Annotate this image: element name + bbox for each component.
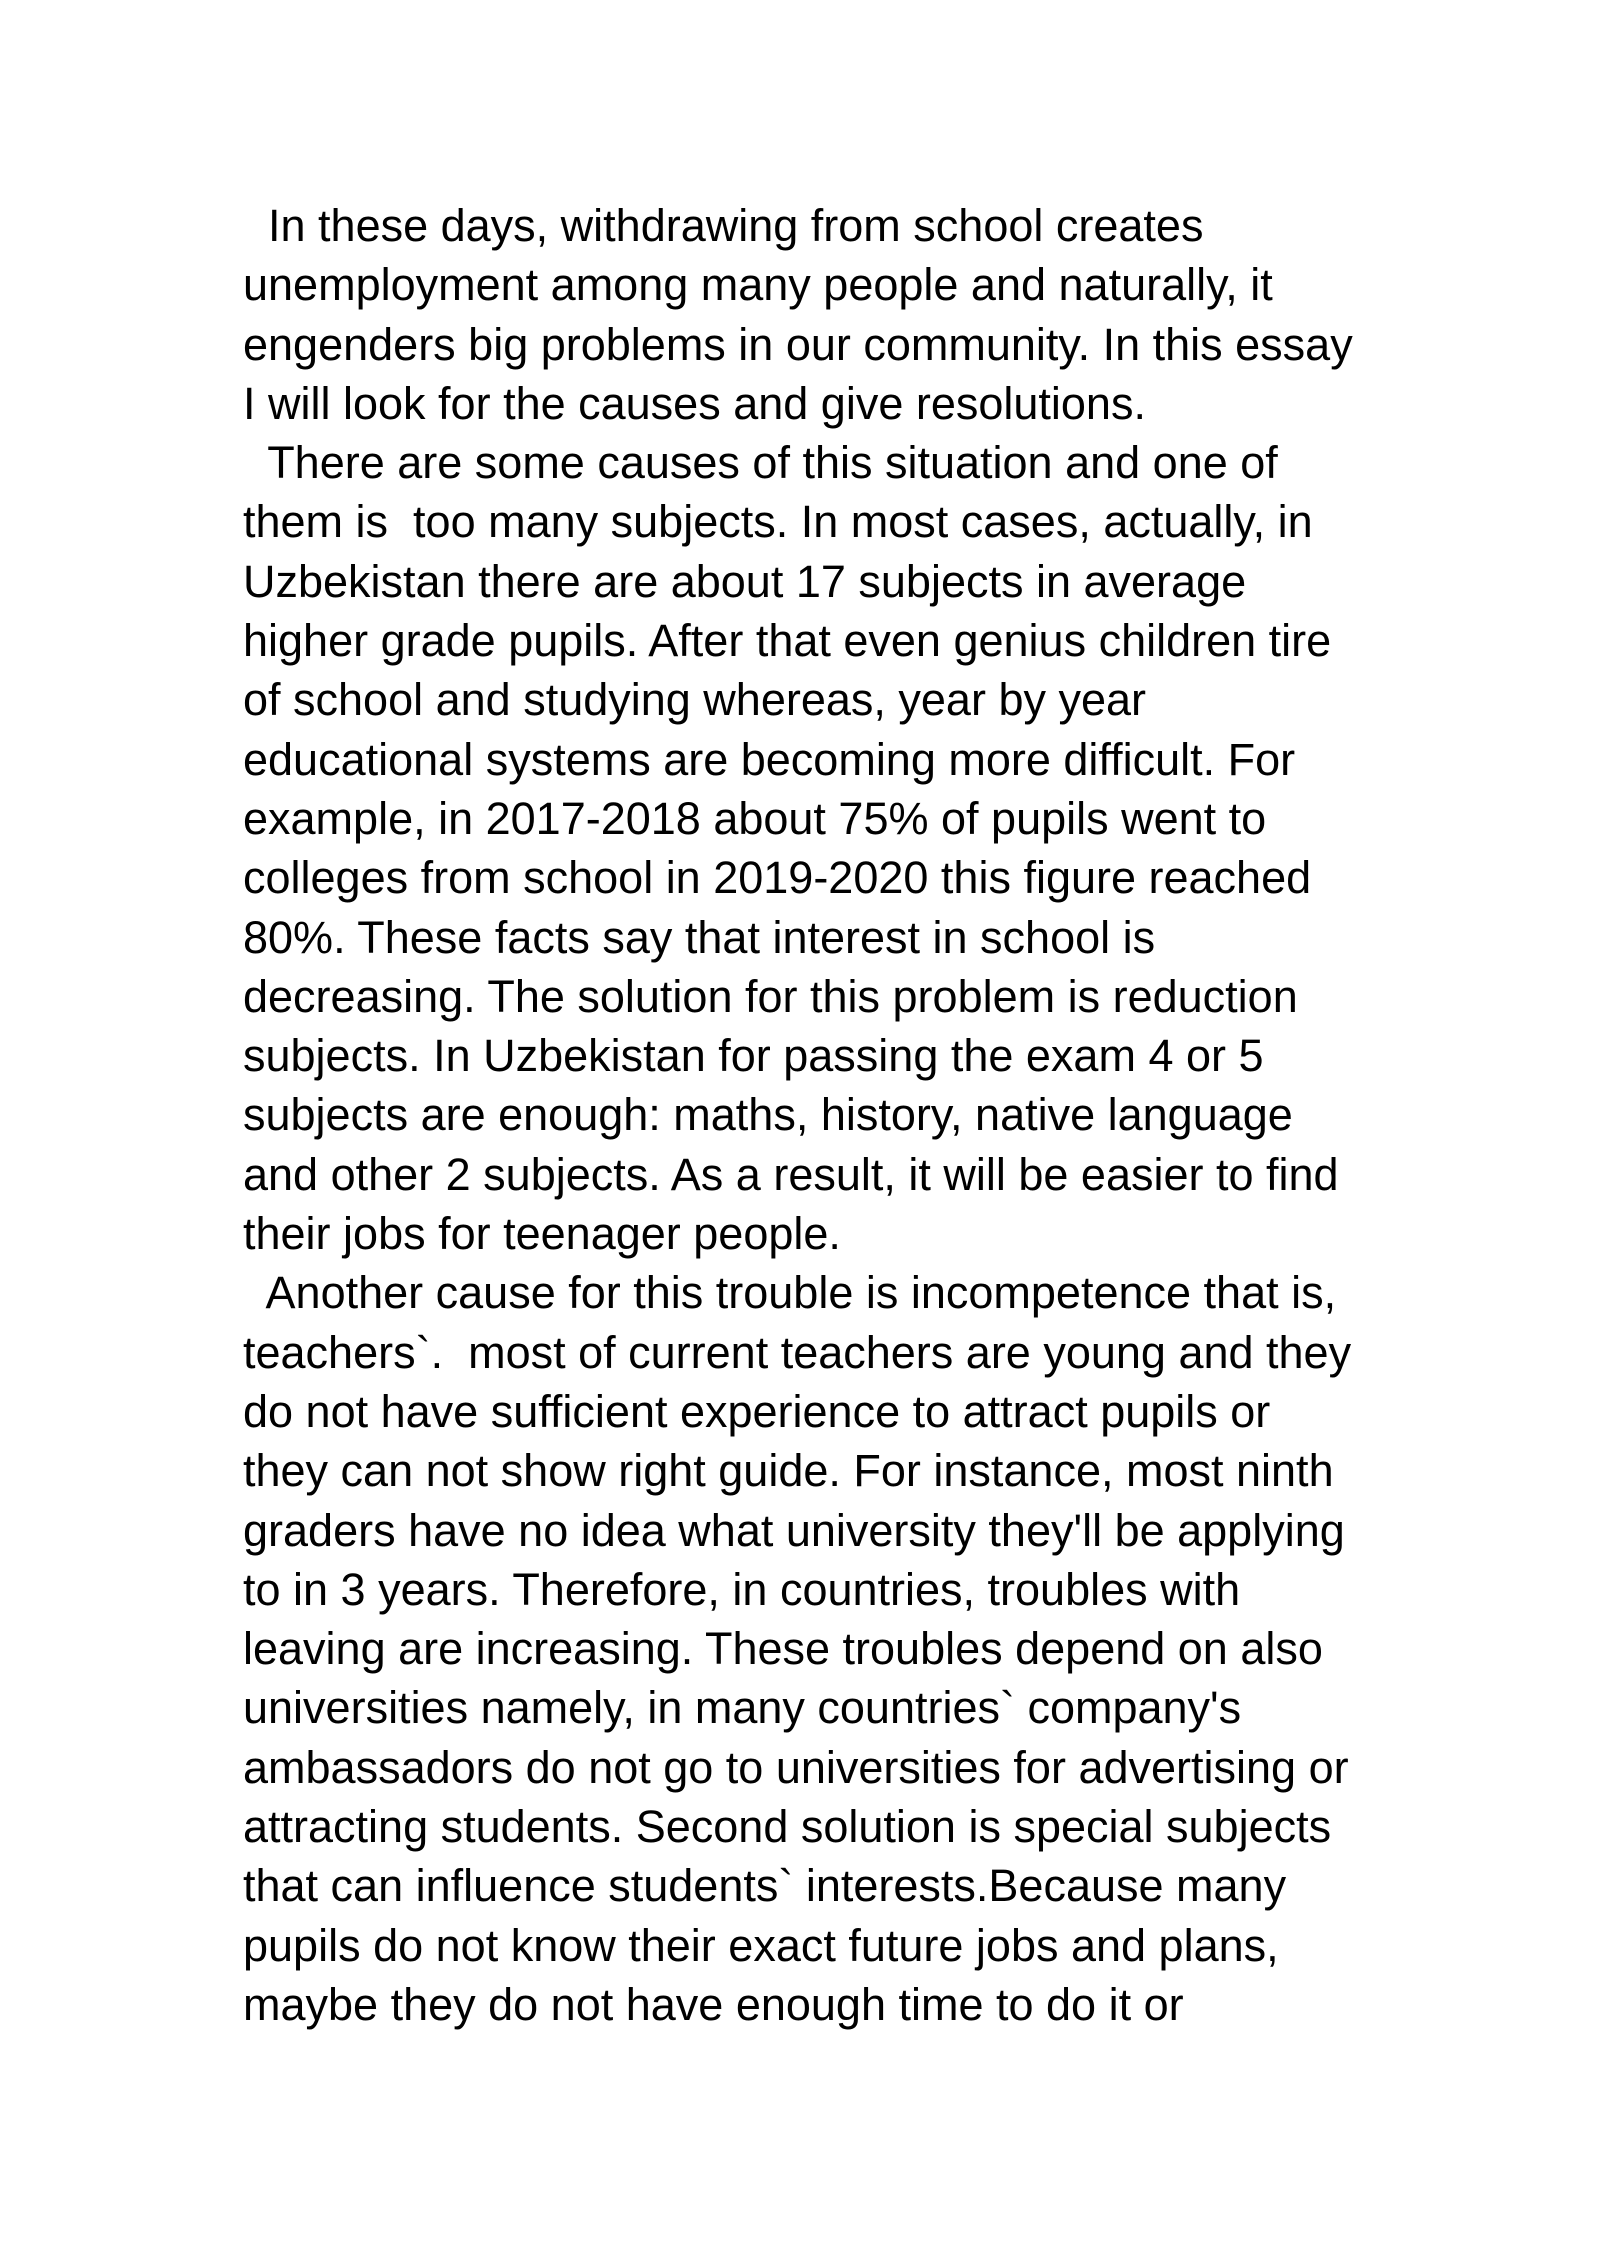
text-line: Uzbekistan there are about 17 subjects in average xyxy=(243,555,1247,607)
text-line: There are some causes of this situation and one of xyxy=(243,437,1278,489)
text-line: ambassadors do not go to universities for advertising or xyxy=(243,1741,1349,1793)
text-line: of school and studying whereas, year by year xyxy=(243,674,1147,726)
text-line: universities namely, in many countries` company's xyxy=(243,1682,1242,1734)
text-line: leaving are increasing. These troubles depend on also xyxy=(243,1623,1323,1675)
text-line: graders have no idea what university they'll be applying xyxy=(243,1504,1345,1556)
text-line: unemployment among many people and naturally, it xyxy=(243,259,1273,311)
text-line: pupils do not know their exact future jobs and plans, xyxy=(243,1919,1279,1971)
text-line: example, in 2017-2018 about 75% of pupils went to xyxy=(243,792,1267,844)
text-line: Another cause for this trouble is incompetence that is, xyxy=(243,1267,1337,1319)
text-line: In these days, withdrawing from school creates xyxy=(243,200,1204,251)
text-line: teachers`. most of current teachers are young and they xyxy=(243,1326,1352,1378)
text-line: to in 3 years. Therefore, in countries, troubles with xyxy=(243,1563,1241,1615)
text-line: subjects are enough: maths, history, native language xyxy=(243,1089,1293,1141)
text-line: them is too many subjects. In most cases, actually, in xyxy=(243,496,1313,548)
essay-body xyxy=(243,196,1373,2034)
text-line: their jobs for teenager people. xyxy=(243,1208,841,1260)
text-line: maybe they do not have enough time to do it or xyxy=(243,1978,1184,2030)
text-line: that can influence students` interests.Because many xyxy=(243,1860,1287,1912)
text-line: decreasing. The solution for this problem is reduction xyxy=(243,970,1298,1022)
text-line: 80%. These facts say that interest in school is xyxy=(243,911,1156,963)
text-line: do not have sufficient experience to attract pupils or xyxy=(243,1385,1271,1437)
text-line: engenders big problems in our community. In this essay xyxy=(243,318,1353,370)
text-line: colleges from school in 2019-2020 this figure reached xyxy=(243,852,1312,904)
text-line: attracting students. Second solution is special subjects xyxy=(243,1801,1332,1853)
text-line: they can not show right guide. For instance, most ninth xyxy=(243,1445,1334,1497)
text-line: and other 2 subjects. As a result, it will be easier to find xyxy=(243,1148,1339,1200)
text-line: subjects. In Uzbekistan for passing the exam 4 or 5 xyxy=(243,1030,1264,1082)
text-line: higher grade pupils. After that even genius children tire xyxy=(243,615,1332,667)
text-line: educational systems are becoming more difficult. For xyxy=(243,733,1296,785)
text-line: I will look for the causes and give resolutions. xyxy=(243,377,1146,429)
